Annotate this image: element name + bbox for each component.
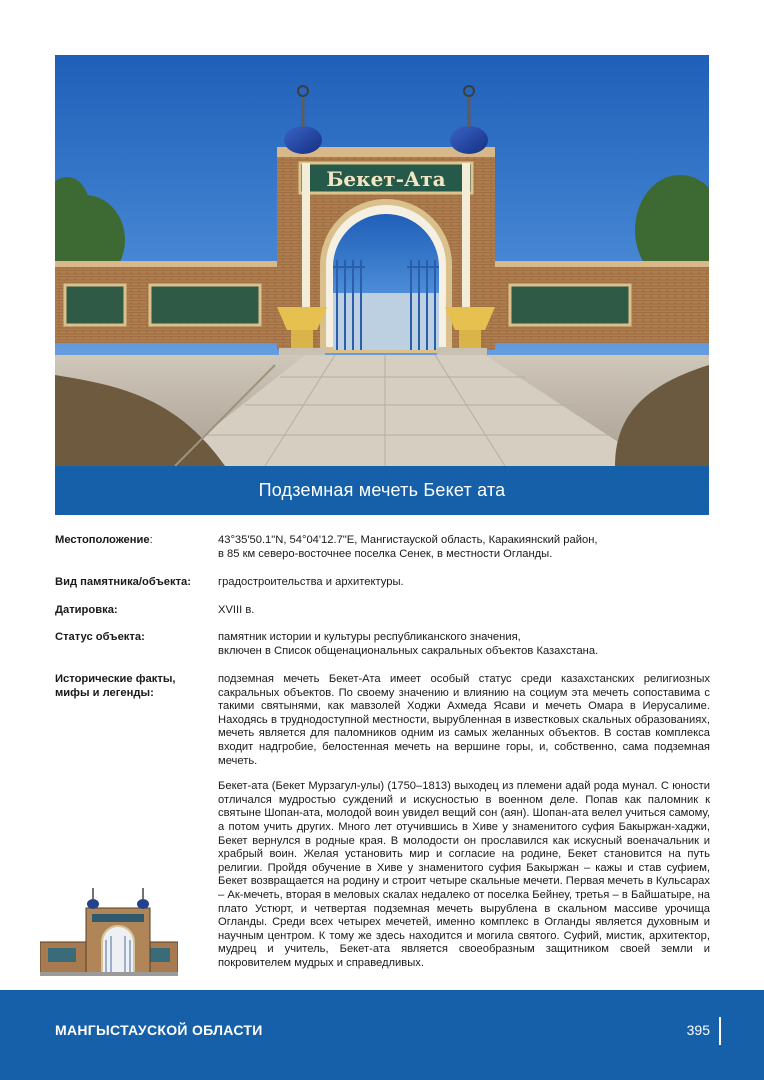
footer-region-title: МАНГЫСТАУСКОЙ ОБЛАСТИ (55, 1022, 263, 1038)
page-title: Подземная мечеть Бекет ата (258, 480, 506, 500)
location-value: 43°35'50.1"N, 54°04'12.7"E, Мангистауской область, Каракиянский район, в 85 км северо-восточнее поселка Сенек, в местности Огланды. (218, 534, 598, 560)
page-title-band (55, 466, 709, 515)
page-footer (0, 990, 764, 1080)
gate-sign-text: Бекет-Ата (326, 167, 446, 191)
type-label: Вид памятника/объекта: (55, 576, 191, 588)
history-paragraph-2: Бекет-ата (Бекет Мурзагул-улы) (1750–1813) выходец из племени адай рода мунал. С юности отличался мудростью суждений и искусностью в военном деле. Попав как паломник к святыне Шопан-ата, молодой воин увидел вещий сон (аян). Шопан-ата велел учиться самому, а потом учить других. Много лет отучившись в Хиве у знаменитого суфия Бакыржан-хаджи, Бекет вернулся в родные края. В молодости он прославился как искусный военачальник и храбрый воин. Желая установить мир и согласие на родине, Бекет становится на путь религии. Пройдя обучение в Хиве у знаменитого суфия Бакыржан – кажы и став суфием, Бекет возвращается на родину и строит четыре скальные мечети. Первая мечеть в Кульсарах – Ак-мечеть, вторая в меловых скалах недалеко от поселка Бейнеу, третья – в Байшатыре, на плато Устюрт, и четвертая подземная мечеть вырублена в скальном массиве урочища Огланды. Среди всех четырех мечетей, именно комплекс в Огланды является духовным и научным центром. К тому же здесь находится и могила святого. Суфий, мистик, архитектор, мудрец и учитель, Бекет-ата является своеобразным защитником своей земли и покровителем мудрых и справедливых. (218, 780, 710, 969)
history-label: Исторические факты, мифы и легенды: (55, 673, 176, 699)
history-value (218, 673, 710, 970)
status-label: Статус объекта: (55, 631, 145, 643)
page-number-divider (719, 1017, 721, 1045)
type-value: градостроительства и архитектуры. (218, 576, 404, 588)
dating-value: XVIII в. (218, 604, 255, 616)
mosque-gate-photo (55, 55, 709, 466)
history-paragraph-1: подземная мечеть Бекет-Ата имеет особый статус среди казахстанских религиозных сакральных объектов. По своему значению и влиянию на социум эта мечеть сопоставима с такими святынями, как мавзолей Ходжи Ахмеда Ясави и мечеть Омара в Иерусалиме. Находясь в труднодоступной местности, вырубленная в известковых скальных образованиях, мечеть является для паломников одним из самых желанных объектов. В состав комплекса входит надгробие, белостенная мечеть на вершине горы, и, собственно, сама подземная мечеть. (218, 673, 710, 767)
gate-sketch-thumbnail (40, 884, 178, 978)
page-number: 395 (686, 1022, 710, 1038)
location-label: Местоположение: (55, 534, 153, 546)
status-value: памятник истории и культуры республиканского значения, включен в Список общенациональных сакральных объектов Казахстана. (218, 631, 599, 657)
dating-label: Датировка: (55, 604, 118, 616)
